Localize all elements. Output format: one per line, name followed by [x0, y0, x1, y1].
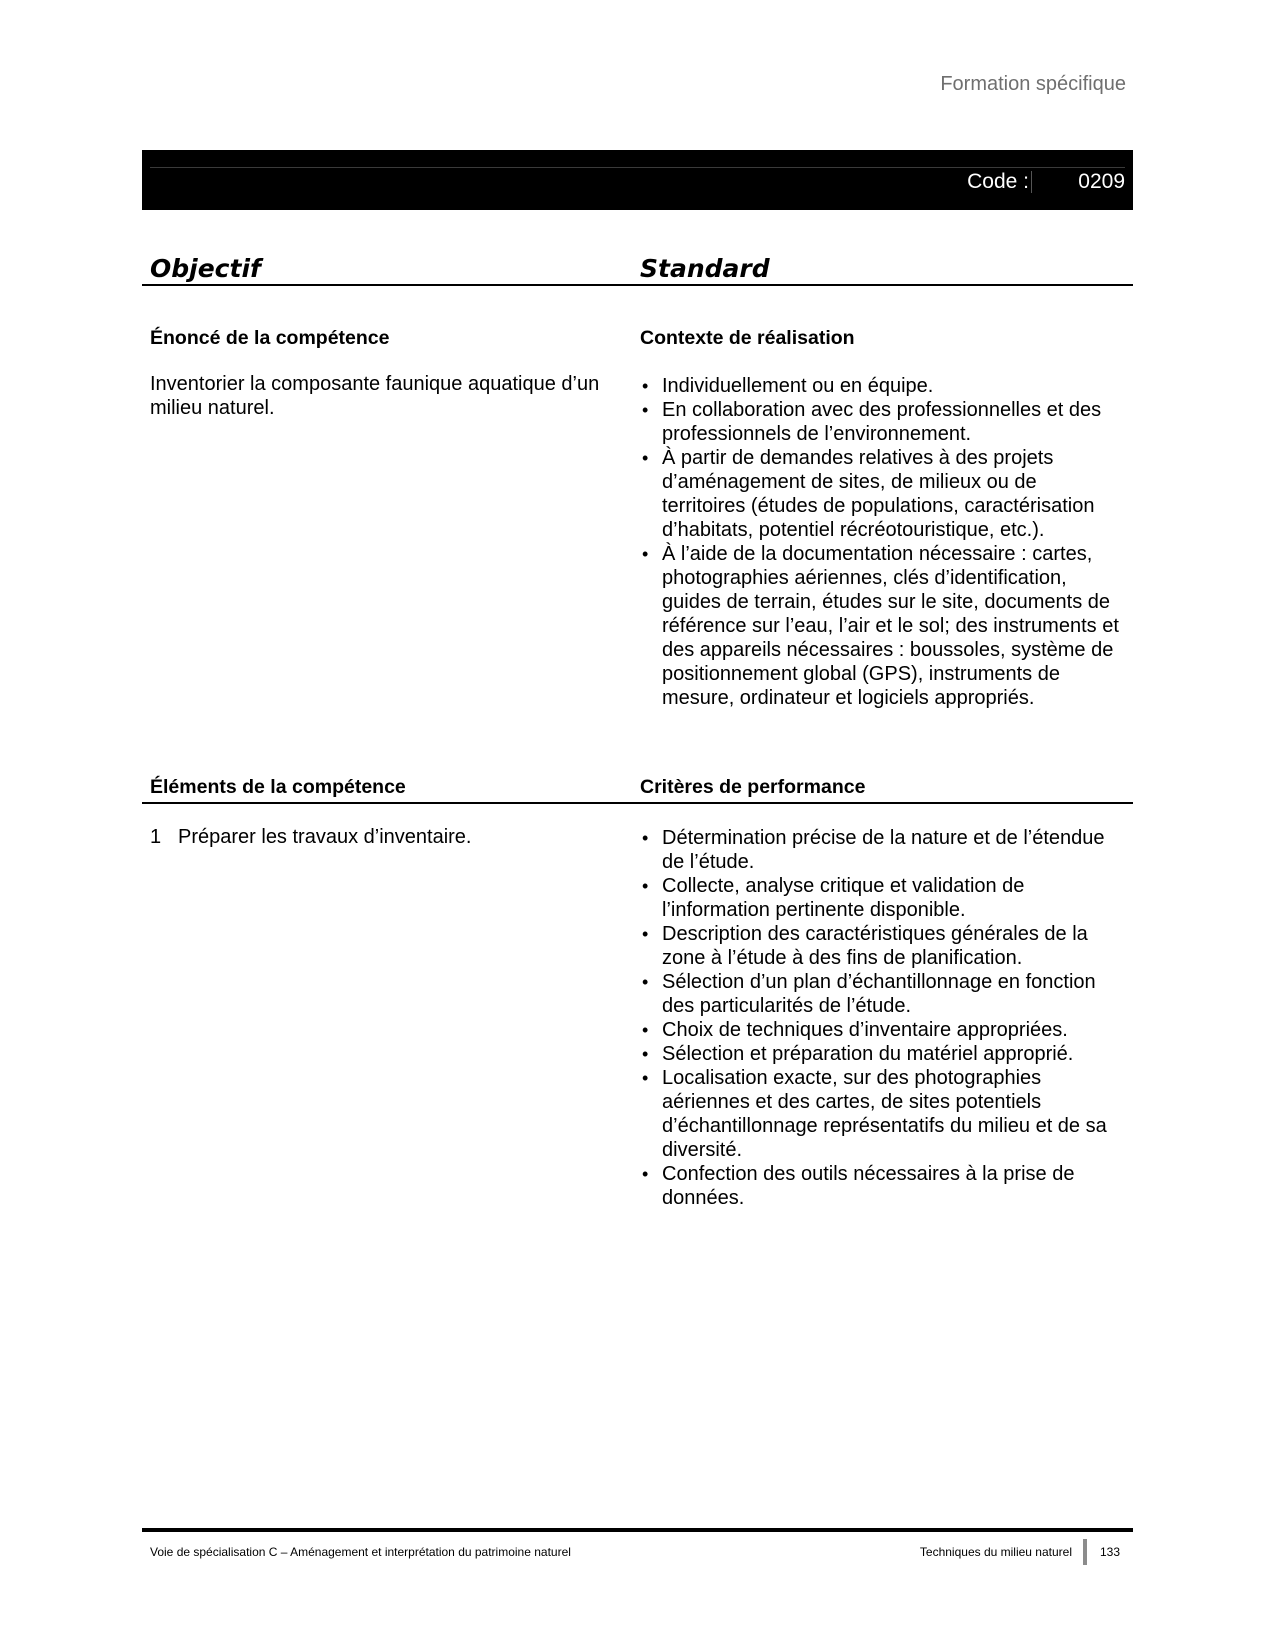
elements-heading: Éléments de la compétence	[150, 776, 406, 798]
list-item-text: Localisation exacte, sur des photographies aériennes et des cartes, de sites potentiels d’échantillonnage représentatifs du milieu et de sa diversité.	[662, 1067, 1107, 1161]
list-item-text: À l’aide de la documentation nécessaire : cartes, photographies aériennes, clés d’identification, guides de terrain, études sur le site, documents de référence sur l’eau, l’air et le sol; des instruments et des appareils nécessaires : boussoles, système de positionnement global (GPS), instruments de mesure, ordinateur et logiciels appropriés.	[662, 543, 1119, 709]
code-separator	[1031, 171, 1032, 193]
bullet-icon: •	[642, 1020, 649, 1040]
element-number: 1	[150, 826, 162, 848]
footer-title: Techniques du milieu naturel	[919, 1545, 1072, 1559]
bullet-icon: •	[642, 376, 649, 396]
list-item	[640, 922, 1120, 970]
bullet-icon: •	[642, 544, 649, 564]
code-label: Code :	[967, 170, 1029, 193]
list-item-text: Individuellement ou en équipe.	[662, 375, 934, 397]
footer-program: Voie de spécialisation C – Aménagement et interprétation du patrimoine naturel	[150, 1545, 571, 1559]
list-item-text: Sélection et préparation du matériel approprié.	[662, 1043, 1074, 1065]
criteres-list	[640, 826, 1120, 1210]
bullet-icon: •	[642, 972, 649, 992]
list-item-text: Détermination précise de la nature et de l’étendue de l’étude.	[662, 827, 1105, 873]
code-value: 0209	[1078, 170, 1125, 193]
element-item	[150, 825, 620, 849]
enonce-heading: Énoncé de la compétence	[150, 327, 390, 349]
column-heading-standard: Standard	[640, 254, 770, 283]
list-item	[640, 970, 1120, 1018]
list-item	[640, 542, 1120, 710]
bullet-icon: •	[642, 828, 649, 848]
contexte-list	[640, 374, 1120, 710]
list-item-text: Confection des outils nécessaires à la prise de données.	[662, 1163, 1075, 1209]
bullet-icon: •	[642, 876, 649, 896]
list-item	[640, 1042, 1120, 1066]
list-item	[640, 1162, 1120, 1210]
heading-rule	[142, 284, 1133, 286]
code-bar	[142, 150, 1133, 210]
enonce-text: Inventorier la composante faunique aquatique d’un milieu naturel.	[150, 373, 600, 419]
contexte-heading: Contexte de réalisation	[640, 327, 855, 349]
list-item	[640, 826, 1120, 874]
element-text: Préparer les travaux d’inventaire.	[178, 826, 472, 848]
section-title: Formation spécifique	[940, 73, 1126, 95]
bullet-icon: •	[642, 1164, 649, 1184]
bullet-icon: •	[642, 448, 649, 468]
column-heading-objectif: Objectif	[150, 254, 261, 283]
section-rule	[142, 802, 1133, 804]
footer-rule	[142, 1528, 1133, 1532]
bullet-icon: •	[642, 400, 649, 420]
list-item	[640, 398, 1120, 446]
list-item-text: En collaboration avec des professionnelles et des professionnels de l’environnement.	[662, 399, 1102, 445]
list-item	[640, 1066, 1120, 1162]
list-item-text: À partir de demandes relatives à des projets d’aménagement de sites, de milieux ou de territoires (études de populations, caractérisation d’habitats, potentiel récréotouristique, etc.).	[662, 447, 1095, 541]
list-item-text: Choix de techniques d’inventaire appropriées.	[662, 1019, 1068, 1041]
bullet-icon: •	[642, 924, 649, 944]
list-item-text: Sélection d’un plan d’échantillonnage en fonction des particularités de l’étude.	[662, 971, 1096, 1017]
list-item-text: Description des caractéristiques générales de la zone à l’étude à des fins de planification.	[662, 923, 1088, 969]
list-item	[640, 874, 1120, 922]
list-item	[640, 1018, 1120, 1042]
criteres-heading: Critères de performance	[640, 776, 866, 798]
code-bar-divider	[150, 167, 1125, 168]
bullet-icon: •	[642, 1044, 649, 1064]
list-item-text: Collecte, analyse critique et validation de l’information pertinente disponible.	[662, 875, 1025, 921]
page-number: 133	[1100, 1545, 1121, 1559]
list-item	[640, 446, 1120, 542]
bullet-icon: •	[642, 1068, 649, 1088]
footer-divider	[1083, 1539, 1087, 1565]
list-item	[640, 374, 1120, 398]
